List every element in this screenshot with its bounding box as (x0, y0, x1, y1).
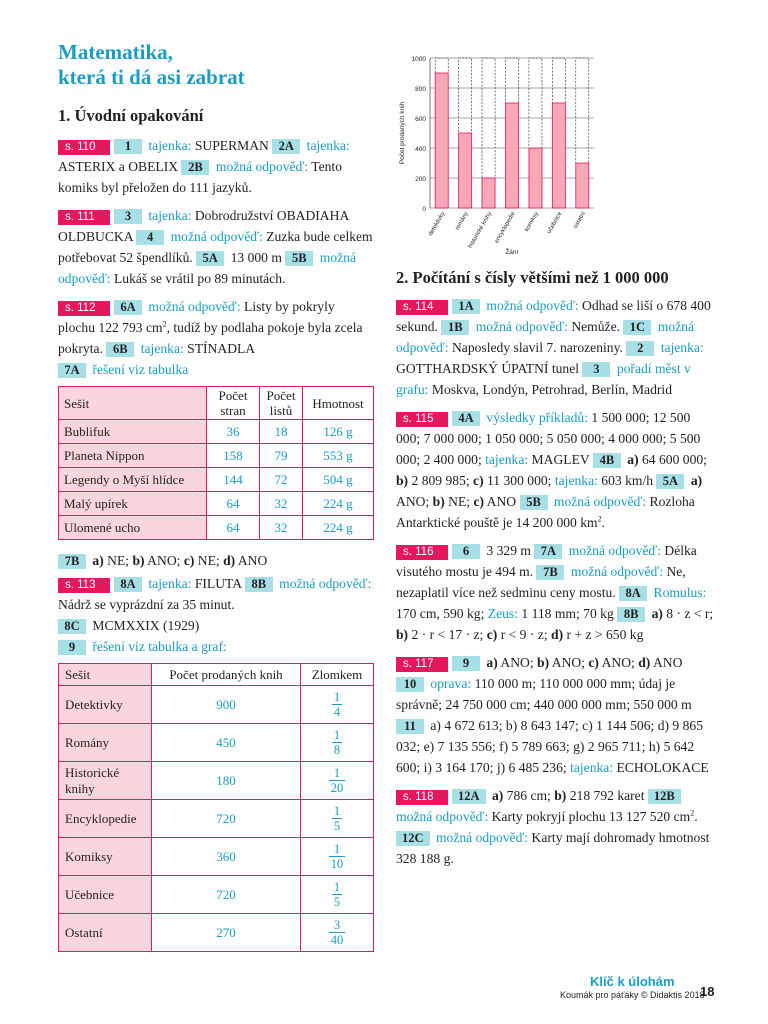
page-badge: s. 113 (58, 578, 110, 593)
task-badge: 4 (136, 230, 164, 245)
page-badge: s. 112 (58, 301, 110, 316)
task-badge: 8A (114, 577, 142, 592)
notebook-table (58, 386, 374, 540)
table-header: Počet stran (207, 387, 260, 420)
page-badge: s. 117 (396, 657, 448, 672)
answer-block-7b: 7B a) NE; b) ANO; c) NE; d) ANO (58, 550, 374, 571)
bar (576, 163, 589, 208)
answer-block-116: s. 116 6 3 329 m 7A možná odpověď: Délka visutého mostu je 494 m. 7B možná odpověď: Ne, nezaplatil více než sedminu ceny mostu. 8A Romulus: 170 cm, 590 kg; Zeus: 1 118 mm; 70 kg 8B a) 8 · z < r; b) 2 · r < 17 · z; c) r < 9 · z; d) r + z > 650 kg (396, 543, 714, 642)
page-badge: s. 111 (58, 210, 110, 225)
answer-block-112: s. 112 6A možná odpověď: Listy by pokryly plochu 122 793 $cm^2$, tudíž by podlaha pokoje byla zcela pokryta. 6B tajenka: STÍNADLA 7A řešení viz tabulka (58, 299, 363, 377)
task-badge: 2A (272, 139, 300, 154)
left-column (58, 40, 374, 952)
page-title: Matematika, která ti dá asi zabrat (58, 40, 245, 89)
bar (459, 133, 472, 208)
x-tick-label: romány (454, 211, 470, 232)
task-badge: 5A (196, 251, 224, 266)
section-title: 1. Úvodní opakování (58, 106, 204, 125)
y-tick-label: 200 (415, 176, 426, 183)
fraction: $\frac{1}{20}$ (330, 766, 344, 795)
task-badge: 8C (58, 619, 86, 634)
table-row: Legendy o Myší hlídce 144 72 504 g (59, 468, 374, 492)
bar (435, 73, 448, 208)
bar (506, 103, 519, 208)
task-badge: 2 (626, 341, 654, 356)
task-badge: 4B (593, 453, 621, 468)
footer-credit: Koumák pro páťáky © Didaktis 2018 (560, 990, 705, 1000)
page-badge: s. 115 (396, 412, 448, 427)
fraction: $\frac{1}{5}$ (333, 804, 341, 833)
task-badge: 8A (619, 586, 647, 601)
section-title: 2. Počítání s čísly většími než 1 000 000 (396, 268, 669, 287)
table-row: Encyklopedie 720 $\frac{1}{5}$ (59, 800, 374, 838)
table-row: Romány 450 $\frac{1}{8}$ (59, 724, 374, 762)
task-badge: 12B (648, 789, 681, 804)
task-badge: 8B (245, 577, 273, 592)
book-sales-table (58, 663, 374, 952)
task-badge: 12A (452, 789, 486, 804)
bar (482, 178, 495, 208)
right-column (396, 0, 714, 876)
table-row: Ostatní 270 $\frac{3}{40}$ (59, 914, 374, 952)
answer-block-113: s. 113 8A tajenka: FILUTA 8B možná odpověď: Nádrž se vyprázdní za 35 minut. 8C MCMXXIX (1929) 9 řešení viz tabulka a graf: (58, 576, 372, 654)
task-badge: 6B (106, 342, 134, 357)
table-row: Ulomené ucho 64 32 224 g (59, 516, 374, 540)
x-tick-label: encyklopedie (494, 211, 517, 245)
task-badge: 9 (58, 640, 86, 655)
answer-block-111: s. 111 3 tajenka: Dobrodružství OBADIAHA OLDBUCKA 4 možná odpověď: Zuzka bude celkem potřebovat 52 špendlíků. 5A 13 000 m 5B možná odpověď: Lukáš se vrátil po 89 minutách. (58, 208, 373, 286)
page-badge: s. 118 (396, 790, 448, 805)
task-badge: 7B (536, 565, 564, 580)
answer-block-110: s. 110 1 tajenka: SUPERMAN 2A tajenka: ASTERIX a OBELIX 2B možná odpověď: Tento komiks byl přeložen do 111 jazyků. (58, 138, 350, 195)
task-badge: 5B (285, 251, 313, 266)
table-header: Sešit (59, 664, 152, 686)
footer-title: Klíč k úlohám (590, 974, 675, 989)
table-row: Komiksy 360 $\frac{1}{10}$ (59, 838, 374, 876)
y-axis-label: Počet prodaných knih (399, 101, 406, 165)
answer-block-117: s. 117 9 a) ANO; b) ANO; c) ANO; d) ANO 10 oprava: 110 000 m; 110 000 000 mm; údaj je správně; 24 750 000 cm; 440 000 000 mm; 550 000 m 11 a) 4 672 613; b) 8 643 147; c) 1 144 506; d) 9 865 032; e) 7 135 556; f) 5 789 663; g) 2 965 711; h) 5 642 600; i) 3 164 170; j) 6 485 236; tajenka: ECHOLOKACE (396, 655, 709, 775)
table-header: Počet listů (260, 387, 303, 420)
task-badge: 6A (114, 300, 142, 315)
x-tick-label: historické knihy (467, 211, 494, 250)
page-badge: s. 116 (396, 545, 448, 560)
fraction: $\frac{1}{8}$ (333, 728, 341, 757)
y-tick-label: 600 (415, 116, 426, 123)
task-badge: 7B (58, 554, 86, 569)
task-badge: 3 (114, 209, 142, 224)
task-badge: 11 (396, 719, 424, 734)
task-badge: 1C (623, 320, 651, 335)
x-tick-label: ostatní (572, 211, 588, 230)
table-row: Detektivky 900 $\frac{1}{4}$ (59, 686, 374, 724)
task-badge: 1B (441, 320, 469, 335)
task-badge: 6 (452, 544, 480, 559)
task-badge: 10 (396, 677, 424, 692)
x-tick-label: učebnice (546, 211, 564, 235)
table-row: Učebnice 720 $\frac{1}{5}$ (59, 876, 374, 914)
table-header: Zlomkem (301, 664, 374, 686)
fraction: $\frac{1}{5}$ (333, 880, 341, 909)
task-badge: 3 (582, 362, 610, 377)
task-badge: 1A (452, 299, 480, 314)
table-row: Bublifuk 36 18 126 g (59, 420, 374, 444)
page-badge: s. 114 (396, 300, 448, 315)
y-tick-label: 800 (415, 86, 426, 93)
fraction: $\frac{1}{10}$ (330, 842, 344, 871)
task-badge: 5B (520, 495, 548, 510)
task-badge: 1 (114, 139, 142, 154)
table-row: Planeta Nippon 158 79 553 g (59, 444, 374, 468)
table-row: Malý upírek 64 32 224 g (59, 492, 374, 516)
fraction: $\frac{1}{4}$ (333, 690, 341, 719)
page-badge: s. 110 (58, 140, 110, 155)
bar (529, 148, 542, 208)
task-badge: 4A (452, 411, 480, 426)
x-tick-label: detektivky (427, 211, 447, 238)
table-row: Historické knihy 180 $\frac{1}{20}$ (59, 762, 374, 800)
y-tick-label: 400 (415, 146, 426, 153)
answer-block-115: s. 115 4A výsledky příkladů: 1 500 000; 12 500 000; 7 000 000; 1 050 000; 5 050 000; 4 000 000; 5 500 000; 2 400 000; tajenka: MAGLEV 4B a) 64 600 000; b) 2 809 985; c) 11 300 000; tajenka: 603 km/h 5A a) ANO; b) NE; c) ANO 5B možná odpověď: Rozloha Antarktické pouště je 14 200 000 $km^2$. (396, 410, 707, 530)
task-badge: 7A (534, 544, 562, 559)
task-badge: 9 (452, 656, 480, 671)
bar-chart (396, 0, 714, 262)
y-tick-label: 0 (422, 206, 426, 213)
x-axis-label: Žánr (505, 249, 519, 256)
x-tick-label: komiksy (524, 211, 541, 233)
task-badge: 8B (617, 607, 645, 622)
table-header: Počet prodaných knih (152, 664, 301, 686)
answer-block-118: s. 118 12A a) 786 cm; b) 218 792 karet 12B možná odpověď: Karty pokryjí plochu 13 127 520 $cm^2$. 12C možná odpověď: Karty mají dohromady hmotnost 328 188 g. (396, 788, 710, 866)
task-badge: 5A (656, 474, 684, 489)
fraction: $\frac{3}{40}$ (330, 918, 344, 947)
bar (552, 103, 565, 208)
page-number: 18 (700, 984, 715, 999)
task-badge: 12C (396, 831, 430, 846)
table-header: Hmotnost (303, 387, 374, 420)
answer-block-114: s. 114 1A možná odpověď: Odhad se liší o 678 400 sekund. 1B možná odpověď: Nemůže. 1C možná odpověď: Naposledy slavil 7. narozeniny. 2 tajenka: GOTTHARDSKÝ ÚPATNÍ tunel 3 pořadí měst v grafu: Moskva, Londýn, Petrohrad, Berlín, Madrid (396, 298, 711, 397)
y-tick-label: 1000 (411, 56, 426, 63)
task-badge: 2B (181, 160, 209, 175)
task-badge: 7A (58, 363, 86, 378)
table-header: Sešit (59, 387, 207, 420)
